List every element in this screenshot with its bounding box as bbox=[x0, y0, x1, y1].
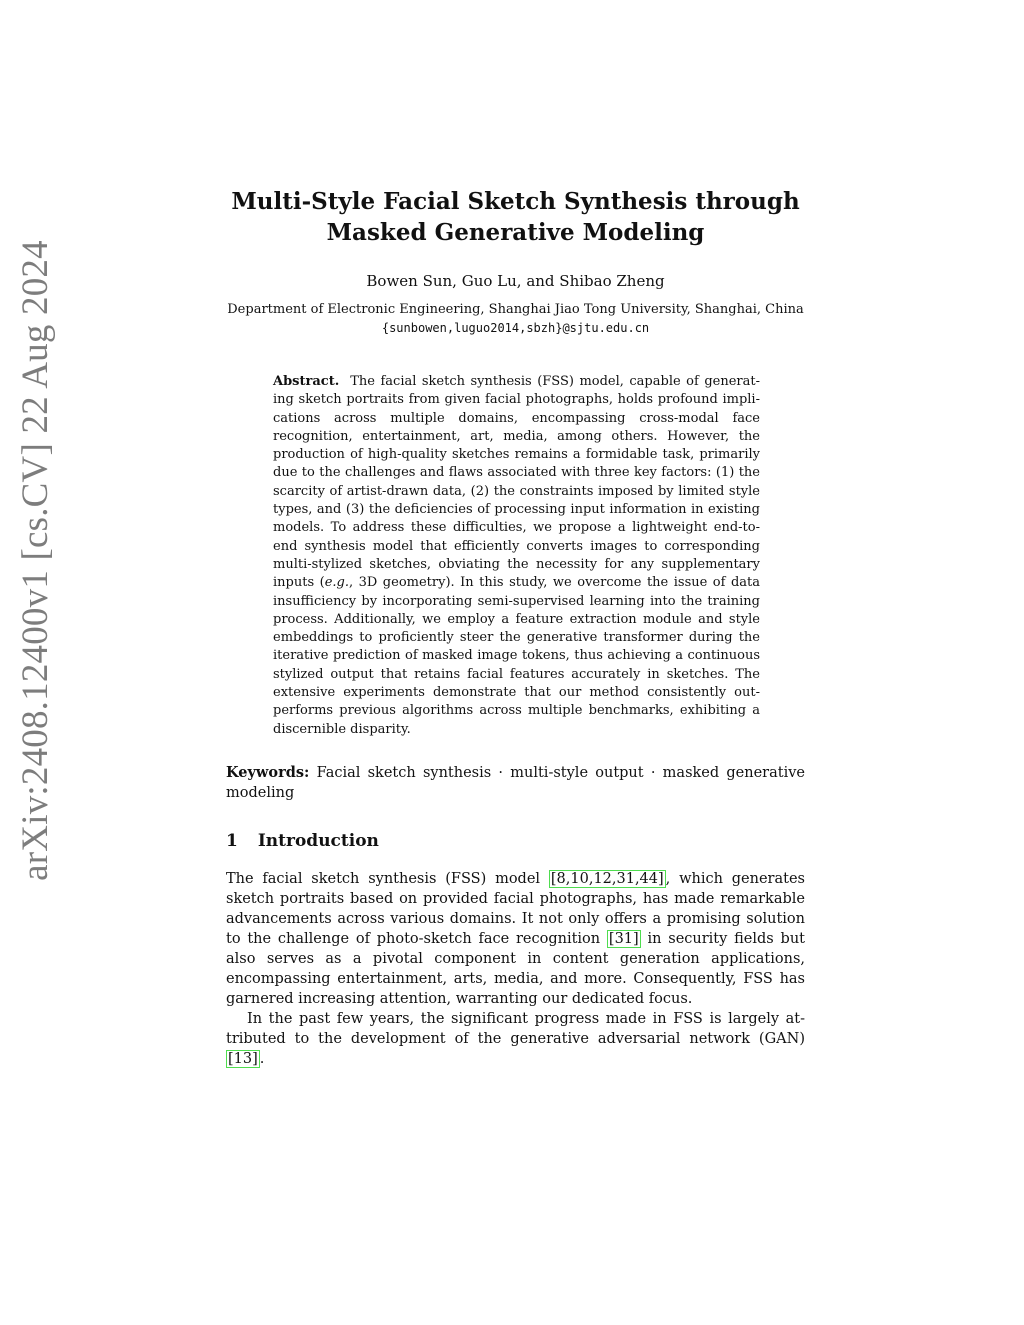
abstract-eg: e.g. bbox=[324, 575, 349, 591]
title-line-2: Masked Generative Modeling bbox=[326, 219, 705, 246]
abstract-text-part-2: , 3D geometry). In this study, we overcome the issue of data insufficiency by incorporating semi-supervised learning into the training process. Additionally, we employ a feature extraction module and style embeddings to proficiently steer the generative transformer during the iterative prediction of masked image tokens, thus achieving a continuous stylized output that retains facial features accurately in sketches. The extensive experiments demonstrate that our method consistently outperforms previous algorithms across multiple benchmarks, exhibiting a discernible disparity. bbox=[273, 575, 760, 737]
intro-p2-text-b: . bbox=[259, 1050, 265, 1067]
intro-p2-text-a: In the past few years, the significant progress made in FSS is largely attributed to the development of the generative adversarial network (GAN) bbox=[226, 1010, 805, 1047]
keywords-label: Keywords: bbox=[226, 763, 310, 781]
abstract bbox=[273, 373, 760, 739]
section-title: Introduction bbox=[257, 830, 379, 851]
paper-title bbox=[226, 186, 805, 248]
affiliation: Department of Electronic Engineering, Shanghai Jiao Tong University, Shanghai, China bbox=[227, 302, 804, 317]
intro-p1-text-c: in security fields but also serves as a pivotal component in content generation applications, encompassing entertainment, arts, media, and more. Consequently, FSS has garnered increasing attention, warranting our dedicated focus. bbox=[226, 930, 805, 1007]
keywords bbox=[226, 763, 805, 803]
citation-link-31[interactable]: [31] bbox=[608, 930, 639, 947]
section-heading-introduction bbox=[226, 831, 805, 851]
intro-paragraph-1 bbox=[226, 869, 805, 1009]
arxiv-identifier-stamp bbox=[6, 180, 64, 940]
intro-paragraph-2 bbox=[226, 1009, 805, 1069]
citation-link-fss-refs[interactable]: [8,10,12,31,44] bbox=[550, 870, 664, 887]
paper-page bbox=[226, 186, 805, 1069]
abstract-text-part-1: The facial sketch synthesis (FSS) model, capable of generating sketch portraits from given facial photographs, holds profound implications across multiple domains, encompassing cross-modal face recognition, entertainment, art, media, among others. However, the production of high-quality sketches remains a formidable task, primarily due to the challenges and flaws associated with three key factors: (1) the scarcity of artist-drawn data, (2) the constraints imposed by limited style types, and (3) the deficiencies of processing input information in existing models. To address these difficulties, we propose a lightweight end-to-end synthesis model that efficiently converts images to corresponding multi-stylized sketches, obviating the necessity for any supplementary inputs ( bbox=[273, 374, 760, 591]
section-number: 1 bbox=[226, 830, 238, 851]
author-list: Bowen Sun, Guo Lu, and Shibao Zheng bbox=[366, 272, 665, 290]
title-line-1: Multi-Style Facial Sketch Synthesis through bbox=[231, 188, 800, 215]
author-emails: {sunbowen,luguo2014,sbzh}@sjtu.edu.cn bbox=[381, 321, 650, 335]
intro-p1-text-b: , which generates sketch portraits based on provided facial photographs, has made remarkable advancements across various domains. It not only offers a promising solution to the challenge of photo-sketch face recognition bbox=[226, 870, 805, 947]
citation-link-13[interactable]: [13] bbox=[228, 1050, 258, 1067]
intro-p1-text-a: The facial sketch synthesis (FSS) model bbox=[226, 870, 549, 887]
abstract-label: Abstract. bbox=[273, 374, 340, 389]
arxiv-identifier-text: arXiv:2408.12400v1 [cs.CV] 22 Aug 2024 bbox=[14, 239, 56, 881]
keywords-text: Facial sketch synthesis · multi-style output · masked generative modeling bbox=[226, 764, 805, 801]
